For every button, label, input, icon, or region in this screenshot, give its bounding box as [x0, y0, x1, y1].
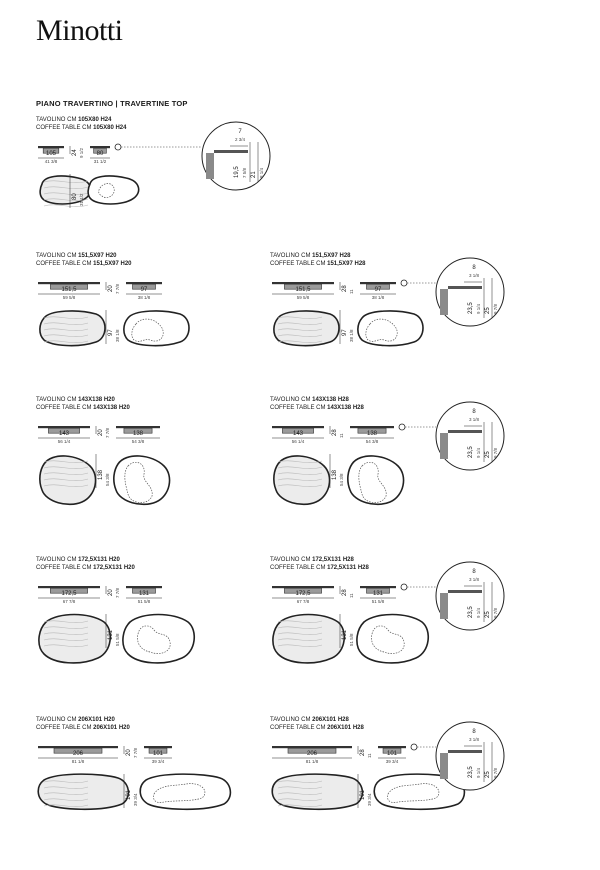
depth-in: 51 5/8: [349, 633, 354, 646]
caption-prefix: TAVOLINO CM: [270, 253, 313, 259]
width-large-in: 59 5/8: [62, 295, 76, 300]
width-small-in: 31 1/2: [93, 159, 107, 164]
detail-a-cm: 23,5: [468, 606, 474, 618]
height-cm: 28: [332, 429, 338, 436]
detail-b-cm: 21: [251, 171, 257, 178]
detail-top-in: 3 1/8: [468, 417, 479, 422]
width-small-cm: 101: [152, 751, 163, 757]
detail-top-cm: 8: [472, 729, 476, 735]
height-cm: 20: [108, 285, 114, 292]
width-large-in: 81 1/8: [71, 759, 85, 764]
plan-base-outline: [114, 456, 170, 504]
height-cm: 20: [108, 589, 114, 596]
table-drawings: [36, 556, 276, 686]
depth-in: 39 3/4: [133, 793, 138, 806]
caption-dims: 172,5X131 H28: [312, 557, 354, 563]
depth-in: 31 1/2: [79, 193, 84, 206]
caption-prefix: TAVOLINO CM: [36, 557, 79, 563]
depth-in: 54 3/8: [339, 473, 344, 486]
caption-dims: 143X138 H20: [93, 405, 130, 411]
caption-prefix: COFFEE TABLE CM: [270, 725, 328, 731]
table-drawings: [36, 396, 276, 526]
width-large-in: 41 3/8: [44, 159, 58, 164]
caption-dims: 143X138 H20: [78, 397, 115, 403]
width-large-in: 81 1/8: [305, 759, 319, 764]
plan-base-outline: [357, 615, 428, 663]
caption-prefix: COFFEE TABLE CM: [36, 405, 94, 411]
detail-top-cm: 8: [472, 409, 476, 415]
width-large-cm: 206: [306, 751, 317, 757]
width-large-cm: 172,5: [295, 591, 311, 597]
product-entry: [270, 396, 530, 546]
width-small-cm: 101: [386, 751, 397, 757]
depth-cm: 101: [360, 789, 366, 800]
caption-dims: 143X138 H28: [312, 397, 349, 403]
detail-b-in: 9 7/8: [493, 303, 498, 314]
caption-dims: 105X80 H24: [78, 117, 112, 123]
plan-base-outline: [124, 311, 189, 346]
height-in: 11: [349, 289, 354, 294]
product-entry: [36, 716, 296, 866]
product-entry: [36, 252, 296, 402]
detail-b-cm: 25: [485, 451, 491, 458]
depth-cm: 101: [126, 789, 132, 800]
detail-b-in: 8 1/4: [259, 167, 264, 178]
plan-base-outline: [123, 615, 194, 663]
depth-in: 54 3/8: [105, 473, 110, 486]
detail-top-in: 2 3/4: [234, 137, 245, 142]
width-small-cm: 138: [366, 431, 377, 437]
caption-prefix: TAVOLINO CM: [270, 557, 313, 563]
height-cm: 20: [98, 429, 104, 436]
plan-base-outline: [348, 456, 404, 504]
caption-dims: 206X101 H20: [78, 717, 115, 723]
width-small-in: 51 5/8: [371, 599, 385, 604]
height-cm: 24: [72, 149, 78, 156]
height-in: 7 7/8: [105, 427, 110, 438]
width-large-cm: 143: [292, 431, 303, 437]
detail-b-in: 9 7/8: [493, 447, 498, 458]
plan-base-outline: [88, 176, 139, 204]
width-small-in: 51 5/8: [137, 599, 151, 604]
caption-prefix: TAVOLINO CM: [36, 397, 79, 403]
height-in: 11: [339, 433, 344, 438]
table-drawings: [36, 252, 276, 382]
plan-travertine-top: [39, 615, 110, 663]
width-large-cm: 151,5: [61, 287, 77, 293]
detail-b-cm: 25: [485, 307, 491, 314]
width-large-cm: 172,5: [61, 591, 77, 597]
plan-base-outline: [140, 774, 230, 809]
width-large-in: 56 1/4: [291, 439, 305, 444]
caption-prefix: COFFEE TABLE CM: [270, 565, 328, 571]
depth-cm: 80: [72, 193, 78, 200]
caption-prefix: COFFEE TABLE CM: [36, 261, 94, 267]
detail-b-in: 9 7/8: [493, 607, 498, 618]
width-small-cm: 97: [140, 287, 148, 293]
product-entry: [270, 252, 530, 402]
depth-in: 38 1/8: [115, 329, 120, 342]
height-in: 11: [349, 593, 354, 598]
detail-b-cm: 25: [485, 771, 491, 778]
depth-in: 38 1/8: [349, 329, 354, 342]
product-entry: [270, 556, 530, 706]
brand-logo: Minotti: [36, 14, 123, 47]
caption-prefix: TAVOLINO CM: [36, 717, 79, 723]
detail-marker: [401, 584, 407, 590]
caption-dims: 151,5X97 H28: [312, 253, 351, 259]
depth-cm: 138: [332, 469, 338, 480]
depth-in: 51 5/8: [115, 633, 120, 646]
caption-dims: 206X101 H28: [312, 717, 349, 723]
detail-a-in: 7 5/8: [242, 167, 247, 178]
caption-prefix: TAVOLINO CM: [270, 397, 313, 403]
table-drawings: [36, 716, 276, 846]
depth-cm: 97: [342, 329, 348, 336]
product-entry: [270, 716, 530, 866]
detail-top-in: 3 1/8: [468, 737, 479, 742]
caption-prefix: COFFEE TABLE CM: [36, 125, 94, 131]
width-small-cm: 80: [96, 151, 104, 157]
caption-dims: 151,5X97 H28: [327, 261, 366, 267]
caption-dims: 172,5X131 H20: [78, 557, 120, 563]
caption-prefix: TAVOLINO CM: [270, 717, 313, 723]
height-cm: 28: [342, 285, 348, 292]
height-in: 11: [367, 753, 372, 758]
detail-marker: [115, 144, 121, 150]
table-drawings: [270, 396, 510, 526]
width-small-cm: 138: [132, 431, 143, 437]
height-in: 7 7/8: [133, 747, 138, 758]
width-large-in: 59 5/8: [296, 295, 310, 300]
detail-marker: [399, 424, 405, 430]
caption-prefix: TAVOLINO CM: [36, 117, 79, 123]
caption-dims: 105X80 H24: [93, 125, 127, 131]
width-small-in: 54 3/8: [365, 439, 379, 444]
height-cm: 28: [360, 749, 366, 756]
width-large-in: 56 1/4: [57, 439, 71, 444]
width-large-cm: 151,5: [295, 287, 311, 293]
plan-travertine-top: [38, 774, 128, 809]
caption-prefix: COFFEE TABLE CM: [36, 725, 94, 731]
section-title: PIANO TRAVERTINO | TRAVERTINE TOP: [36, 99, 188, 108]
table-drawings: [270, 716, 510, 846]
caption-prefix: TAVOLINO CM: [36, 253, 79, 259]
caption-dims: 206X101 H28: [327, 725, 364, 731]
depth-cm: 97: [108, 329, 114, 336]
width-large-cm: 143: [58, 431, 69, 437]
detail-a-cm: 19,5: [234, 166, 240, 178]
detail-a-in: 9 1/4: [476, 303, 481, 314]
detail-top-cm: 8: [472, 569, 476, 575]
detail-top-cm: 7: [238, 129, 242, 135]
height-cm: 20: [126, 749, 132, 756]
depth-cm: 131: [108, 629, 114, 640]
caption-dims: 172,5X131 H20: [93, 565, 135, 571]
caption-dims: 206X101 H20: [93, 725, 130, 731]
detail-b-cm: 25: [485, 611, 491, 618]
detail-marker: [411, 744, 417, 750]
table-drawings: [270, 556, 510, 686]
detail-a-in: 9 1/4: [476, 767, 481, 778]
plan-travertine-top: [274, 456, 330, 504]
caption-dims: 151,5X97 H20: [93, 261, 132, 267]
width-small-cm: 131: [372, 591, 383, 597]
height-in: 7 7/8: [115, 587, 120, 598]
detail-top-cm: 8: [472, 265, 476, 271]
height-cm: 28: [342, 589, 348, 596]
caption-dims: 143X138 H28: [327, 405, 364, 411]
width-large-cm: 206: [72, 751, 83, 757]
depth-cm: 138: [98, 469, 104, 480]
width-small-cm: 97: [374, 287, 382, 293]
detail-a-in: 9 1/4: [476, 447, 481, 458]
width-small-in: 54 3/8: [131, 439, 145, 444]
width-small-in: 39 3/4: [385, 759, 399, 764]
detail-a-cm: 23,5: [468, 446, 474, 458]
caption-prefix: COFFEE TABLE CM: [36, 565, 94, 571]
plan-travertine-top: [40, 456, 96, 504]
width-small-in: 39 3/4: [151, 759, 165, 764]
caption-dims: 172,5X131 H28: [327, 565, 369, 571]
table-drawings: [36, 116, 276, 246]
table-drawings: [270, 252, 510, 382]
detail-a-in: 9 1/4: [476, 607, 481, 618]
product-entry: [36, 116, 296, 266]
product-entry: [36, 556, 296, 706]
width-large-cm: 105: [45, 151, 56, 157]
height-in: 7 7/8: [115, 283, 120, 294]
detail-a-cm: 23,5: [468, 302, 474, 314]
plan-base-outline: [358, 311, 423, 346]
plan-travertine-top: [40, 311, 105, 346]
depth-in: 39 3/4: [367, 793, 372, 806]
detail-marker: [401, 280, 407, 286]
caption-prefix: COFFEE TABLE CM: [270, 405, 328, 411]
width-large-in: 67 7/8: [296, 599, 310, 604]
detail-top-in: 3 1/8: [468, 273, 479, 278]
plan-travertine-top: [274, 311, 339, 346]
caption-dims: 151,5X97 H20: [78, 253, 117, 259]
width-small-cm: 131: [138, 591, 149, 597]
plan-travertine-top: [272, 774, 362, 809]
detail-a-cm: 23,5: [468, 766, 474, 778]
detail-b-in: 9 7/8: [493, 767, 498, 778]
caption-prefix: COFFEE TABLE CM: [270, 261, 328, 267]
depth-cm: 131: [342, 629, 348, 640]
width-large-in: 67 7/8: [62, 599, 76, 604]
product-entry: [36, 396, 296, 546]
width-small-in: 38 1/8: [137, 295, 151, 300]
width-small-in: 38 1/8: [371, 295, 385, 300]
plan-travertine-top: [273, 615, 344, 663]
height-in: 9 1/2: [79, 147, 84, 158]
detail-top-in: 3 1/8: [468, 577, 479, 582]
